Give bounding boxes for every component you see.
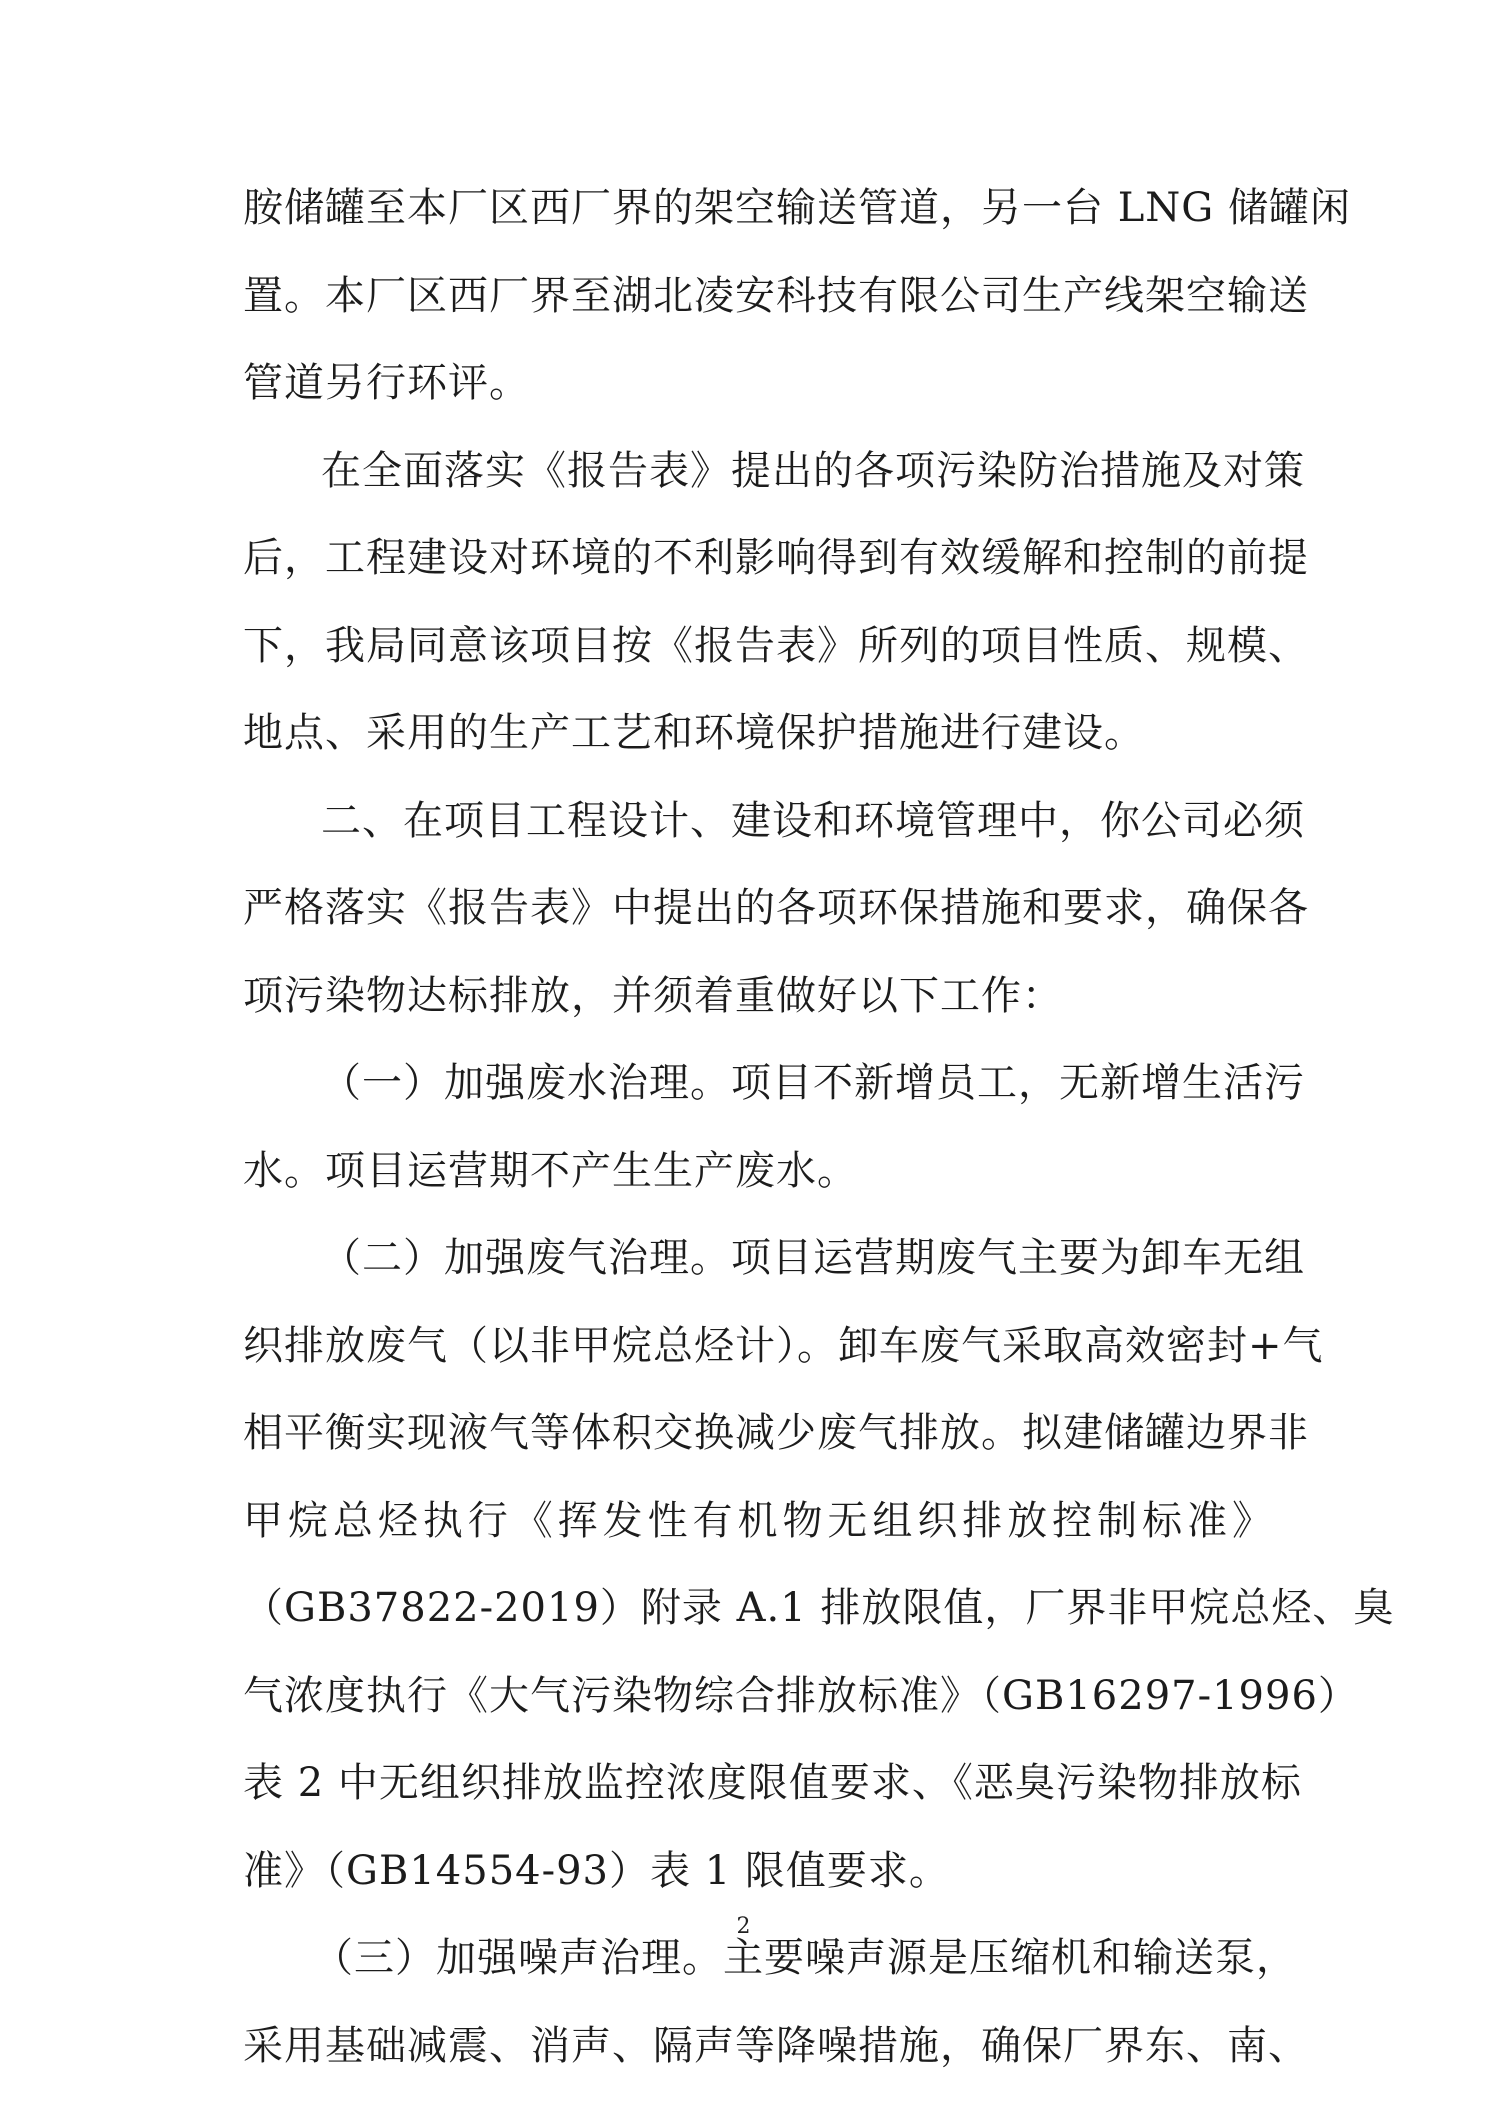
- text-line: 地点、采用的生产工艺和环境保护措施进行建设。: [243, 708, 1273, 796]
- text-line: 气浓度执行《大气污染物综合排放标准》（GB16297-1996）: [243, 1671, 1273, 1759]
- text-line: 下，我局同意该项目按《报告表》所列的项目性质、规模、: [243, 621, 1273, 709]
- text-line: 相平衡实现液气等体积交换减少废气排放。拟建储罐边界非: [243, 1408, 1273, 1496]
- paragraph-start-line: （二）加强废气治理。项目运营期废气主要为卸车无组: [243, 1233, 1273, 1321]
- text-line: 严格落实《报告表》中提出的各项环保措施和要求，确保各: [243, 883, 1273, 971]
- text-line: 织排放废气（以非甲烷总烃计）。卸车废气采取高效密封+气: [243, 1321, 1273, 1409]
- paragraph-start-line: 在全面落实《报告表》提出的各项污染防治措施及对策: [243, 446, 1273, 534]
- text-line: 后，工程建设对环境的不利影响得到有效缓解和控制的前提: [243, 533, 1273, 621]
- text-line: 胺储罐至本厂区西厂界的架空输送管道，另一台 LNG 储罐闲: [243, 183, 1273, 271]
- text-line: 管道另行环评。: [243, 358, 1273, 446]
- text-line: 采用基础减震、消声、隔声等降噪措施，确保厂界东、南、: [243, 2021, 1273, 2108]
- page-number: 2: [0, 1915, 1487, 1939]
- text-line: （GB37822-2019）附录 A.1 排放限值，厂界非甲烷总烃、臭: [243, 1583, 1273, 1671]
- text-line: 甲烷总烃执行《挥发性有机物无组织排放控制标准》: [243, 1496, 1273, 1584]
- paragraph-start-line: 二、在项目工程设计、建设和环境管理中，你公司必须: [243, 796, 1273, 884]
- document-body: [243, 183, 1273, 2108]
- text-line: 置。本厂区西厂界至湖北凌安科技有限公司生产线架空输送: [243, 271, 1273, 359]
- text-line: 准》（GB14554-93）表 1 限值要求。: [243, 1846, 1273, 1934]
- text-line: 表 2 中无组织排放监控浓度限值要求、《恶臭污染物排放标: [243, 1758, 1273, 1846]
- paragraph-start-line: （一）加强废水治理。项目不新增员工，无新增生活污: [243, 1058, 1273, 1146]
- text-line: 项污染物达标排放，并须着重做好以下工作：: [243, 971, 1273, 1059]
- paragraph-start-line: （三）加强噪声治理。主要噪声源是压缩机和输送泵，: [243, 1933, 1273, 2021]
- text-line: 水。项目运营期不产生生产废水。: [243, 1146, 1273, 1234]
